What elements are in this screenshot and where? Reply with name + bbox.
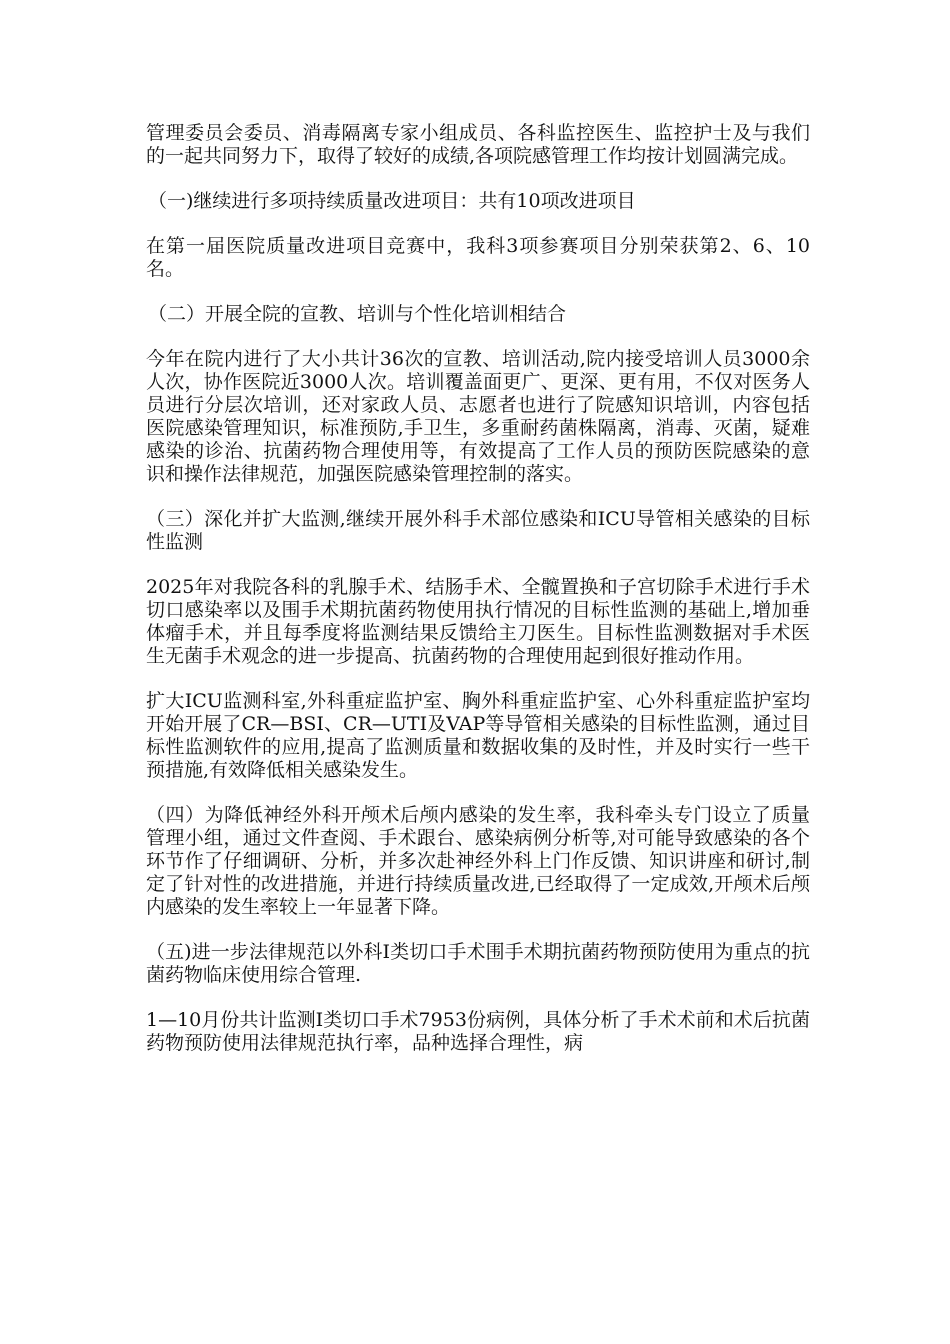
paragraph-training: 今年在院内进行了大小共计36次的宣教、培训活动,院内接受培训人员3000余人次，协作医院近3000人次。培训覆盖面更广、更深、更有用，不仅对医务人员进行分层次培训，还对家政人员、志愿者也进行了院感知识培训，内容包括医院感染管理知识，标准预防,手卫生，多重耐药菌株隔离，消毒、灭菌，疑难感染的诊治、抗菌药物合理使用等，有效提高了工作人员的预防医院感染的意识和操作法律规范，加强医院感染管理控制的落实。 — [146, 348, 810, 485]
section-heading-5: （五)进一步法律规范以外科Ⅰ类切口手术围手术期抗菌药物预防使用为重点的抗菌药物临床使用综合管理. — [146, 941, 810, 986]
section-heading-1: （一)继续进行多项持续质量改进项目：共有10项改进项目 — [148, 190, 636, 212]
section-heading-3: （三）深化并扩大监测,继续开展外科手术部位感染和ICU导管相关感染的目标性监测 — [146, 508, 810, 553]
paragraph-icu-monitoring: 扩大ICU监测科室,外科重症监护室、胸外科重症监护室、心外科重症监护室均开始开展了CR—BSI、CR—UTI及VAP等导管相关感染的目标性监测，通过目标性监测软件的应用,提高了监测质量和数据收集的及时性，并及时实行一些干预措施,有效降低相关感染发生。 — [146, 690, 810, 781]
paragraph-surgery-monitoring: 2025年对我院各科的乳腺手术、结肠手术、全髋置换和子宫切除手术进行手术切口感染率以及围手术期抗菌药物使用执行情况的目标性监测的基础上,增加垂体瘤手术，并且每季度将监测结果反馈给主刀医生。目标性监测数据对手术医生无菌手术观念的进一步提高、抗菌药物的合理使用起到很好推动作用。 — [146, 576, 810, 667]
paragraph-competition: 在第一届医院质量改进项目竞赛中，我科3项参赛项目分别荣获第2、6、10名。 — [146, 235, 810, 280]
paragraph-intro: 管理委员会委员、消毒隔离专家小组成员、各科监控医生、监控护士及与我们的一起共同努力下，取得了较好的成绩,各项院感管理工作均按计划圆满完成。 — [146, 122, 810, 167]
section-heading-2: （二）开展全院的宣教、培训与个性化培训相结合 — [148, 303, 567, 325]
paragraph-cases: 1—10月份共计监测Ⅰ类切口手术7953份病例，具体分析了手术术前和术后抗菌药物预防使用法律规范执行率，品种选择合理性，病 — [146, 1009, 810, 1054]
paragraph-neurosurgery: （四）为降低神经外科开颅术后颅内感染的发生率，我科牵头专门设立了质量管理小组，通过文件查阅、手术跟台、感染病例分析等,对可能导致感染的各个环节作了仔细调研、分析，并多次赴神经外科上门作反馈、知识讲座和研讨,制定了针对性的改进措施，并进行持续质量改进,已经取得了一定成效,开颅术后颅内感染的发生率较上一年显著下降。 — [146, 804, 810, 918]
document-body — [146, 122, 810, 1077]
